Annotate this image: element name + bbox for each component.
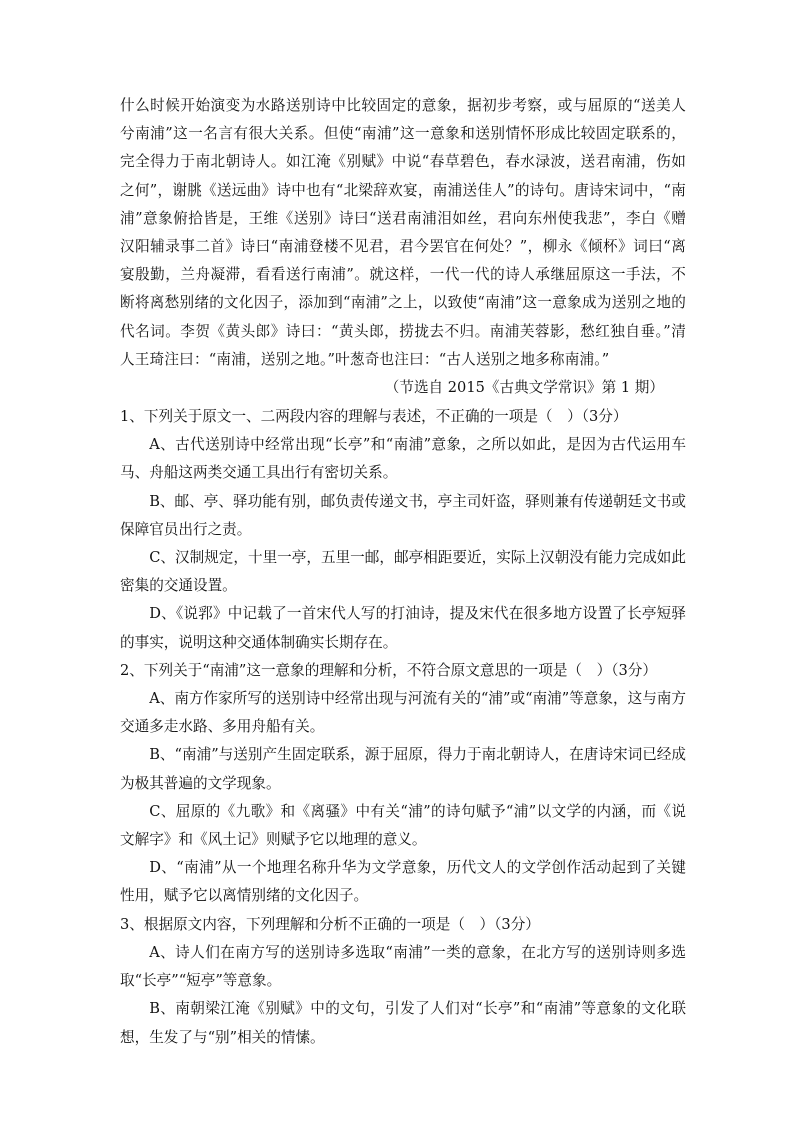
questions-section [120, 403, 686, 1052]
option-a: A、诗人们在南方写的送别诗多选取“南浦”一类的意象，在北方写的送别诗则多选取“长亭”“短亭”等意象。 [120, 943, 686, 990]
option-c: C、汉制规定，十里一亭，五里一邮，邮亭相距要近，实际上汉朝没有能力完成如此密集的交通设置。 [120, 549, 686, 595]
option-b: B、南朝梁江淹《别赋》中的文句，引发了人们对“长亭”和“南浦”等意象的文化联想，生发了与“别”相关的情愫。 [120, 1000, 686, 1046]
option-c: C、屈原的《九歌》和《离骚》中有关“浦”的诗句赋予“浦”以文学的内涵，而《说文解字》和《风土记》则赋予它以地理的意义。 [120, 802, 686, 849]
question-1 [120, 403, 686, 657]
question-2 [120, 657, 686, 911]
exam-page [120, 92, 686, 1052]
source-citation: （节选自 2015《古典文学常识》第 1 期） [384, 379, 664, 397]
reading-passage [120, 92, 686, 374]
question-stem: 2、下列关于“南浦”这一意象的理解和分析，不符合原文意思的一项是（ ）（3分） [120, 661, 657, 679]
question-stem: 1、下列关于原文一、二两段内容的理解与表述，不正确的一项是（ ）（3分） [120, 408, 628, 426]
option-d: D、“南浦”从一个地理名称升华为文学意象，历代文人的文学创作活动起到了关键性用，赋予它以离情别绪的文化因子。 [120, 859, 686, 905]
option-a: A、古代送别诗中经常出现“长亭”和“南浦”意象，之所以如此，是因为古代运用车马、舟船这两类交通工具出行有密切关系。 [120, 436, 686, 482]
question-3 [120, 911, 686, 1052]
question-stem: 3、根据原文内容，下列理解和分析不正确的一项是（ ）（3分） [120, 915, 540, 933]
option-a: A、南方作家所写的送别诗中经常出现与河流有关的“浦”或“南浦”等意象，这与南方交通多走水路、多用舟船有关。 [120, 690, 686, 736]
option-b: B、“南浦”与送别产生固定联系，源于屈原，得力于南北朝诗人，在唐诗宋词已经成为极其普遍的文学现象。 [120, 746, 686, 792]
option-b: B、邮、亭、驿功能有别，邮负责传递文书，亭主司奸盗，驿则兼有传递朝廷文书或保障官员出行之责。 [120, 492, 686, 538]
passage-paragraph: 什么时候开始演变为水路送别诗中比较固定的意象，据初步考察，或与屈原的“送美人兮南浦”这一名言有很大关系。但使“南浦”这一意象和送别情怀形成比较固定联系的，完全得力于南北朝诗人。如江淹《别赋》中说“春草碧色，春水渌波，送君南浦，伤如之何”，谢朓《送远曲》诗中也有“北梁辞欢宴，南浦送佳人”的诗句。唐诗宋词中，“南浦”意象俯拾皆是，王维《送别》诗曰“送君南浦泪如丝，君向东州使我悲”，李白《赠汉阳辅录事二首》诗曰“南浦登楼不见君，君今罢官在何处？”，柳永《倾杯》词曰“离宴殷勤，兰舟凝滞，看看送行南浦”。就这样，一代一代的诗人承继屈原这一手法，不断将离愁别绪的文化因子，添加到“南浦”之上，以致使“南浦”这一意象成为送别之地的代名词。李贺《黄头郎》诗曰：“黄头郎，捞拢去不归。南浦芙蓉影，愁红独自垂。”清人王琦注曰：“南浦，送别之地。”叶葱奇也注曰：“古人送别之地多称南浦。” [120, 97, 686, 368]
option-d: D、《说郛》中记载了一首宋代人写的打油诗，提及宋代在很多地方设置了长亭短驿的事实，说明这种交通体制确实长期存在。 [120, 605, 686, 651]
